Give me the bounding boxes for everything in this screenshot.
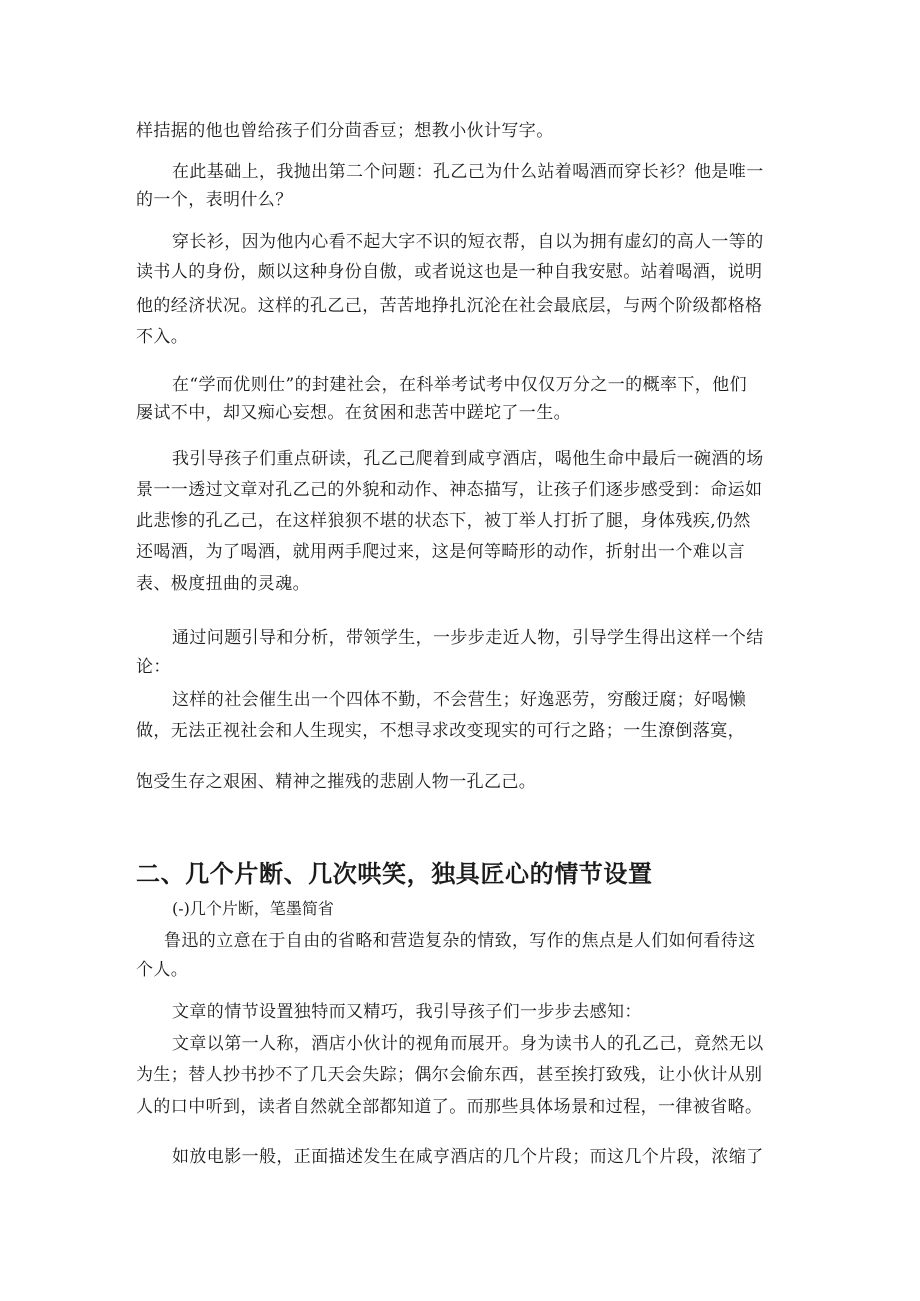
- text-line: 为生；替人抄书抄不了几天会失踪；偶尔会偷东西，甚至挨打致残，让小伙计从别: [136, 1065, 763, 1085]
- text-line: 样拮据的他也曾给孩子们分茴香豆；想教小伙计写字。: [136, 121, 554, 141]
- text-line: 饱受生存之艰困、精神之摧残的悲剧人物一孔乙己。: [136, 772, 537, 792]
- text-line: 如放电影一般，正面描述发生在咸亨酒店的几个片段；而这几个片段，浓缩了: [172, 1147, 764, 1167]
- text-line: 文章以第一人称，酒店小伙计的视角而展开。身为读书人的孔乙己，竟然无以: [172, 1034, 764, 1054]
- text-line: 穿长衫，因为他内心看不起大字不识的短衣帮，自以为拥有虚幻的高人一等的: [172, 232, 764, 252]
- text-line: 不入。: [136, 327, 189, 347]
- text-line: 他的经济状况。这样的孔乙己，苦苦地挣扎沉沦在社会最底层，与两个阶级都格格: [136, 296, 763, 316]
- section-heading: 二、几个片断、几次哄笑，独具匠心的情节设置: [136, 860, 653, 888]
- text-line: 论：: [136, 657, 171, 677]
- text-line: 此悲惨的孔乙己，在这样狼狈不堪的状态下，被丁举人打折了腿，身体残疾,仍然: [136, 511, 751, 531]
- text-line: 通过问题引导和分析，带领学生，一步步走近人物，引导学生得出这样一个结: [172, 628, 764, 648]
- text-line: 我引导孩子们重点研读，孔乙己爬着到咸亨酒店，喝他生命中最后一碗酒的场: [172, 449, 764, 469]
- subsection-heading: (-)几个片断，笔墨简省: [172, 899, 334, 918]
- text-line: 人的口中听到，读者自然就全部都知道了。而那些具体场景和过程，一律被省略。: [136, 1097, 763, 1117]
- text-line: 表、极度扭曲的灵魂。: [136, 574, 310, 594]
- text-line: 在“学而优则仕”的封建社会，在科举考试考中仅仅万分之一的概率下，他们: [172, 375, 747, 395]
- text-line: 屡试不中，却又痴心妄想。在贫困和悲苦中蹉坨了一生。: [136, 403, 571, 423]
- text-line: 还喝酒，为了喝酒，就用两手爬过来，这是何等畸形的动作，折射出一个难以言: [136, 542, 745, 562]
- text-line: 的一个，表明什么？: [136, 190, 293, 210]
- text-line: 读书人的身份，颇以这种身份自傲，或者说这也是一种自我安慰。站着喝酒，说明: [136, 262, 763, 282]
- text-line: 个人。: [136, 960, 189, 980]
- text-line: 做，无法正视社会和人生现实，不想寻求改变现实的可行之路；一生潦倒落寞，: [136, 721, 745, 741]
- text-line: 文章的情节设置独特而又精巧，我引导孩子们一步步去感知：: [172, 1002, 642, 1022]
- text-line: 这样的社会催生出一个四体不勤，不会营生；好逸恶劳，穷酸迂腐；好喝懒: [172, 690, 747, 710]
- text-line: 鲁迅的立意在于自由的省略和营造复杂的情致，写作的焦点是人们如何看待这: [164, 931, 756, 951]
- text-line: 在此基础上，我抛出第二个问题：孔乙己为什么站着喝酒而穿长衫？他是唯一: [172, 162, 764, 182]
- text-line: 景一一透过文章对孔乙己的外貌和动作、神态描写，让孩子们逐步感受到：命运如: [136, 480, 763, 500]
